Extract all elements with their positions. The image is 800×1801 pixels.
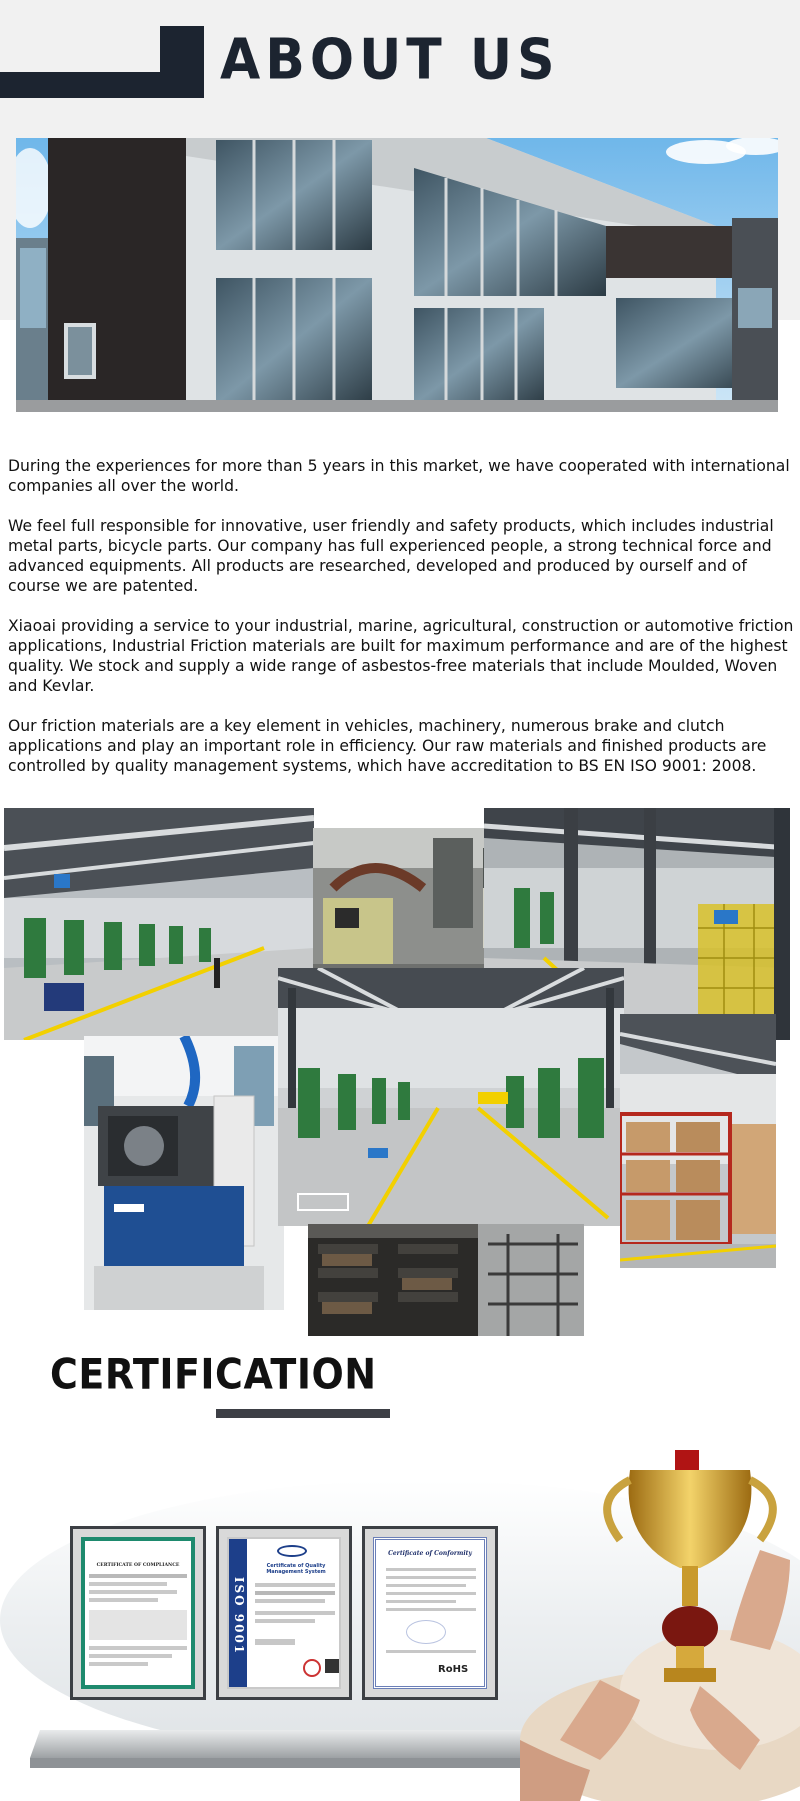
intro-paragraph-2: We feel full responsible for innovative, user friendly and safety products, which includes industrial metal parts, bicycle parts. Our company has full experienced people, a strong technical force and advanced equipments. All products are researched, developed and produced by ourself and of course we are patented. — [8, 517, 774, 595]
certification-underline — [216, 1409, 390, 1418]
certificate-compliance-heading: CERTIFICATE OF COMPLIANCE — [96, 1563, 180, 1568]
iso-9001-side-text: ISO 9001 — [232, 1576, 246, 1656]
warehouse-racks-photo — [620, 1014, 776, 1268]
about-header-block — [160, 26, 204, 98]
certificate-compliance — [70, 1526, 206, 1700]
workshop-aisle-photo — [278, 968, 624, 1226]
intro-paragraph-3: Xiaoai providing a service to your industrial, marine, agricultural, construction or automotive friction applications, Industrial Friction materials are built for maximum performance and are of the highest quality. We stock and supply a wide range of asbestos-free materials that include Moulded, Woven and Kevlar. — [8, 617, 794, 695]
conformity-heading: Certificate of Conformity — [388, 1550, 472, 1557]
about-title: ABOUT US — [220, 27, 560, 93]
building-photo — [16, 138, 778, 412]
certification-display — [0, 1440, 800, 1801]
certificate-conformity — [362, 1526, 498, 1700]
storage-shelves-photo — [308, 1224, 584, 1336]
workshop-photo-1 — [4, 808, 314, 1040]
certificate-iso-9001 — [216, 1526, 352, 1700]
factory-photo-collage — [0, 804, 800, 1338]
rohs-mark: RoHS — [438, 1664, 469, 1675]
certification-title: CERTIFICATION — [50, 1349, 377, 1399]
lathe-machine-photo — [84, 1036, 284, 1310]
iso-9001-heading: Certificate of Quality Management System — [266, 1563, 326, 1575]
intro-paragraph-1: During the experiences for more than 5 years in this market, we have cooperated with international companies all over the world. — [8, 457, 790, 495]
about-header-bar — [0, 72, 172, 98]
intro-text — [8, 456, 794, 796]
intro-paragraph-4: Our friction materials are a key element in vehicles, machinery, numerous brake and clutch applications and play an important role in efficiency. Our raw materials and finished products are controlled by quality management systems, which have accreditation to BS EN ISO 9001: 2008. — [8, 717, 767, 775]
